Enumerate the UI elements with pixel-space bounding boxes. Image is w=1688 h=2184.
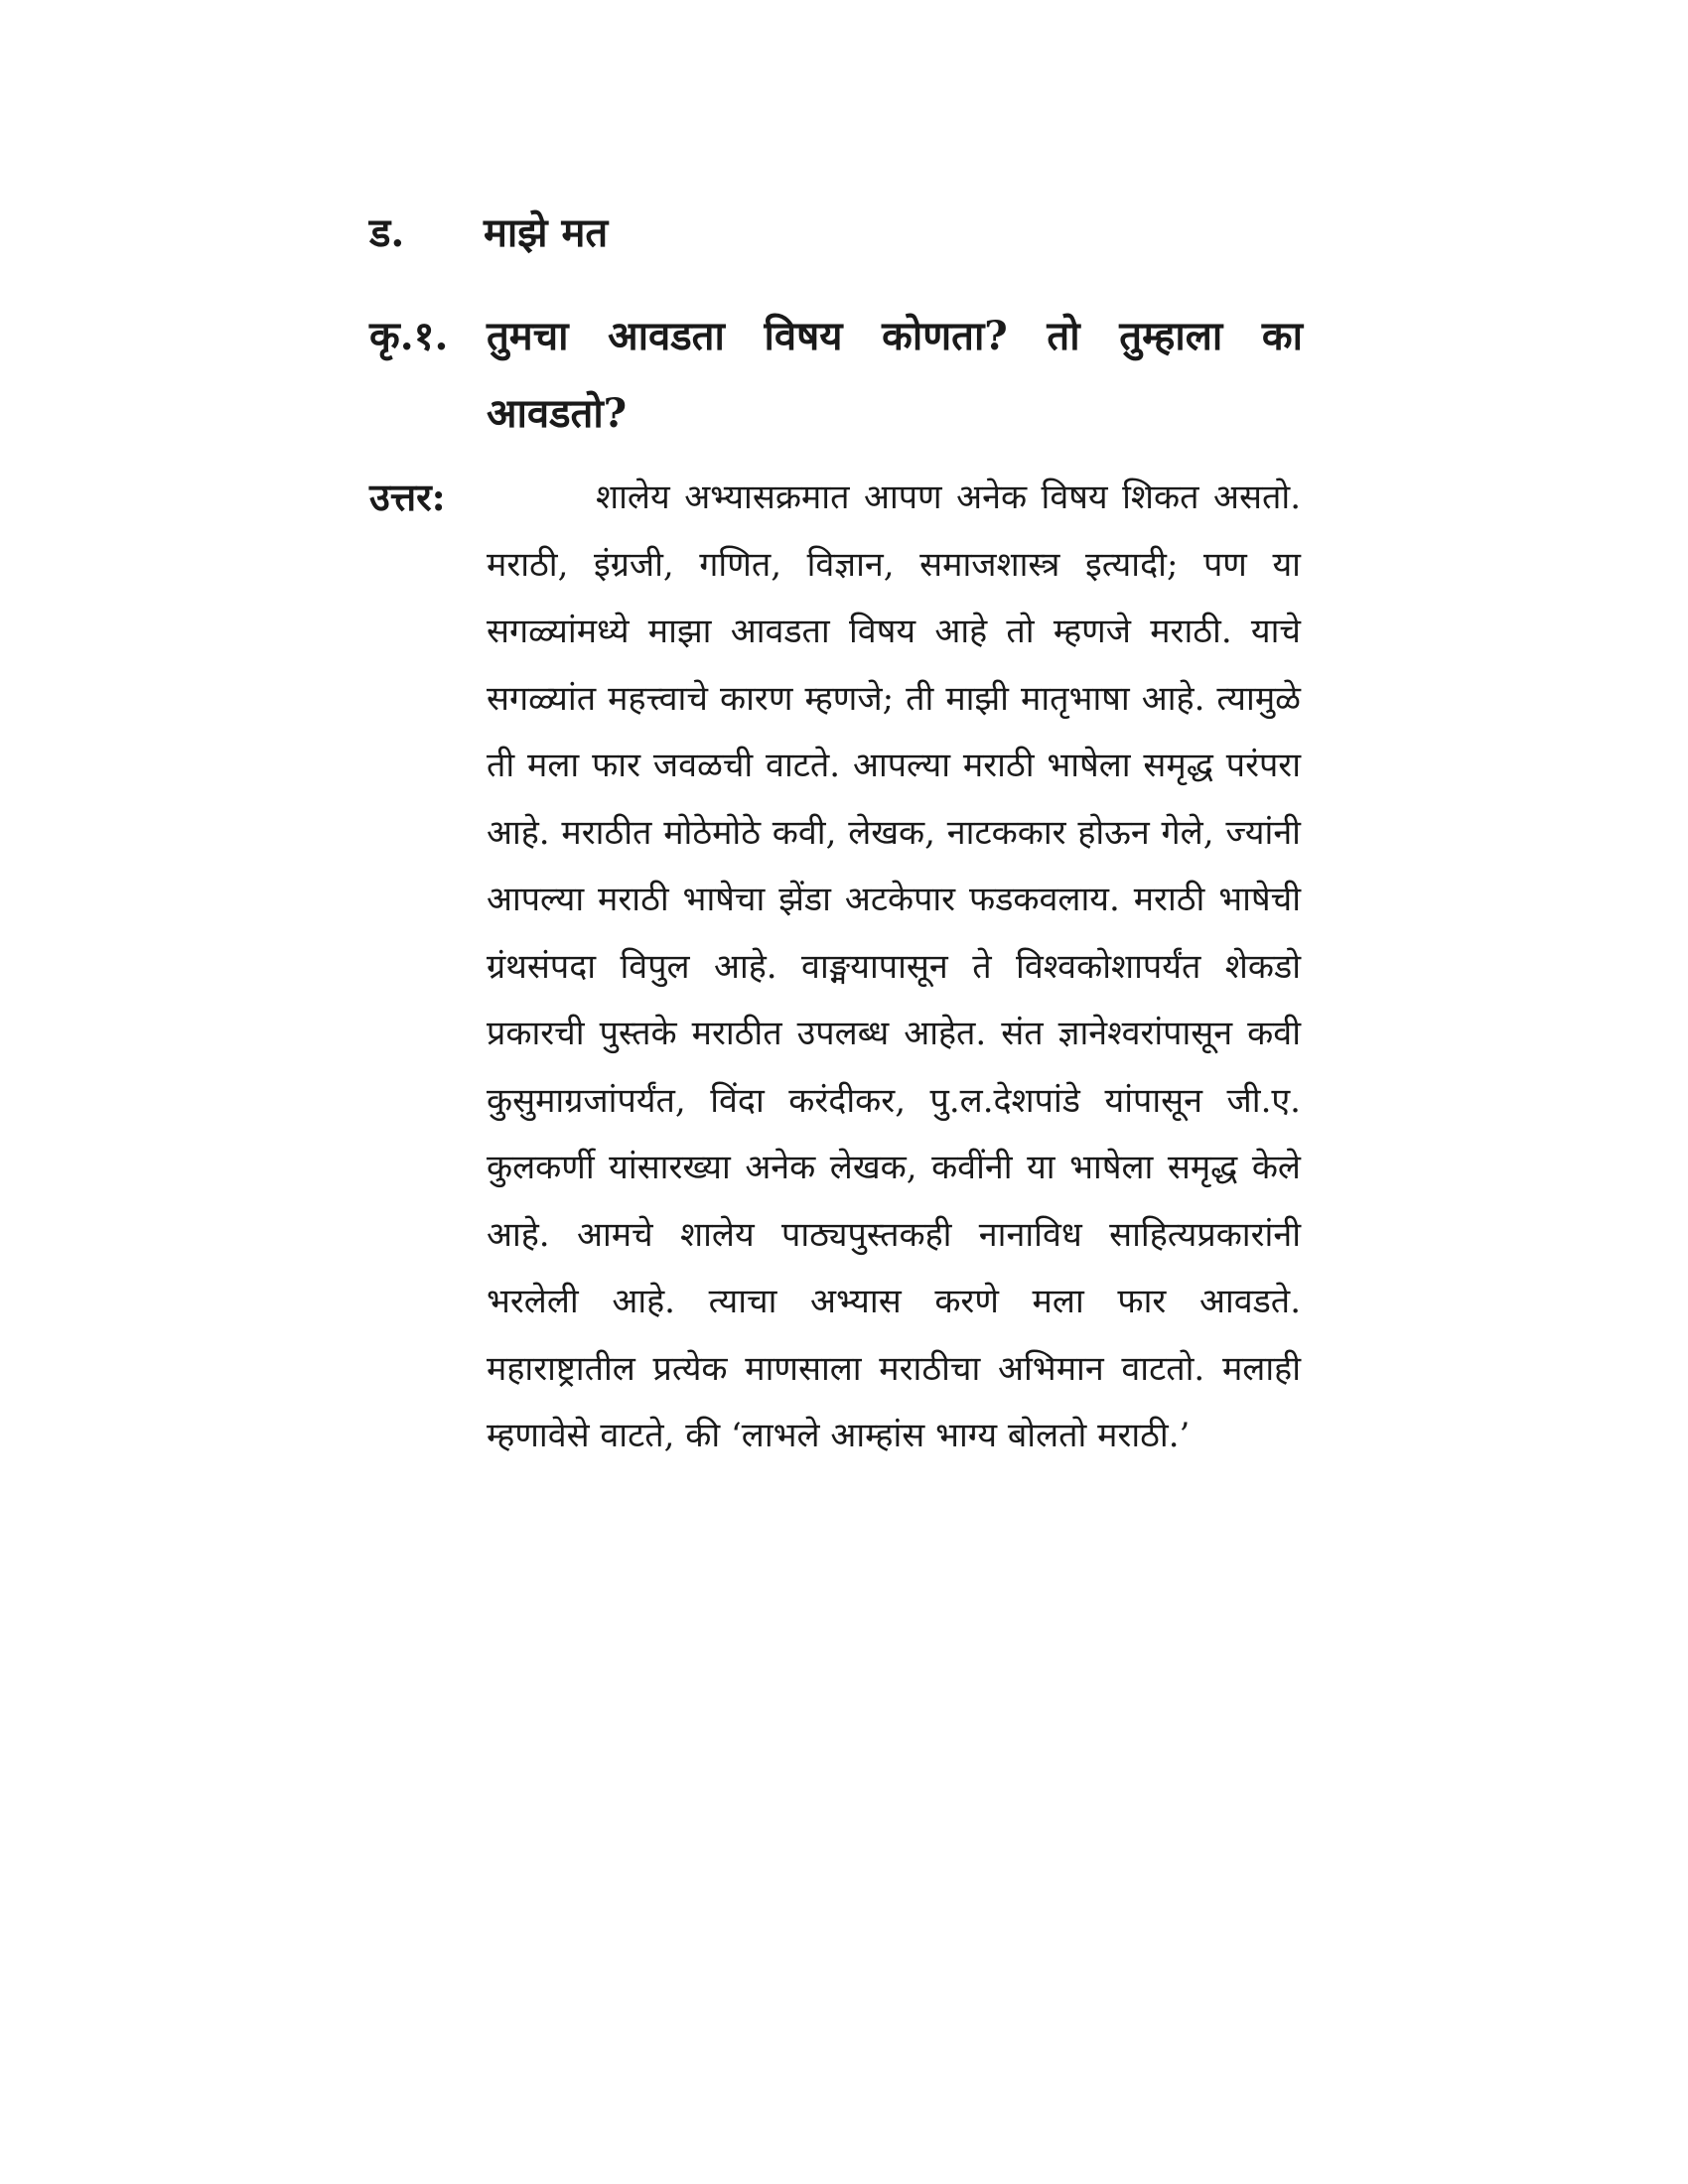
section-title: माझे मत xyxy=(484,209,609,256)
question-block xyxy=(369,298,1303,453)
question-text: तुमचा आवडता विषय कोणता? तो तुम्हाला का आवडतो? xyxy=(487,313,1303,437)
section-marker: ड. xyxy=(369,209,405,256)
section-heading xyxy=(369,204,608,263)
question-number: कृ.१. xyxy=(369,313,449,359)
answer-paragraph: शालेय अभ्यासक्रमात आपण अनेक विषय शिकत असतो. मराठी, इंग्रजी, गणित, विज्ञान, समाजशास्त्र इत्यादी; पण या सगळ्यांमध्ये माझा आवडता विषय आहे तो म्हणजे मराठी. याचे सगळ्यांत महत्त्वाचे कारण म्हणजे; ती माझी मातृभाषा आहे. त्यामुळे ती मला फार जवळची वाटते. आपल्या मराठी भाषेला समृद्ध परंपरा आहे. मराठीत मोठेमोठे कवी, लेखक, नाटककार होऊन गेले, ज्यांनी आपल्या मराठी भाषेचा झेंडा अटकेपार फडकवलाय. मराठी भाषेची ग्रंथसंपदा विपुल आहे. वाङ्मयापासून ते विश्वकोशापर्यंत शेकडो प्रकारची पुस्तके मराठीत उपलब्ध आहेत. संत ज्ञानेश्वरांपासून कवी कुसुमाग्रजांपर्यंत, विंदा करंदीकर, पु.ल.देशपांडे यांपासून जी.ए. कुलकर्णी यांसारख्या अनेक लेखक, कवींनी या भाषेला समृद्ध केले आहे. आमचे शालेय पाठ्यपुस्तकही नानाविध साहित्यप्रकारांनी भरलेली आहे. त्याचा अभ्यास करणे मला फार आवडते. महाराष्ट्रातील प्रत्येक माणसाला मराठीचा अभिमान वाटतो. मलाही म्हणावेसे वाटते, की ‘लाभले आम्हांस भाग्य बोलतो मराठी.’ xyxy=(487,478,1301,1455)
answer-label: उत्तर: xyxy=(369,475,446,519)
